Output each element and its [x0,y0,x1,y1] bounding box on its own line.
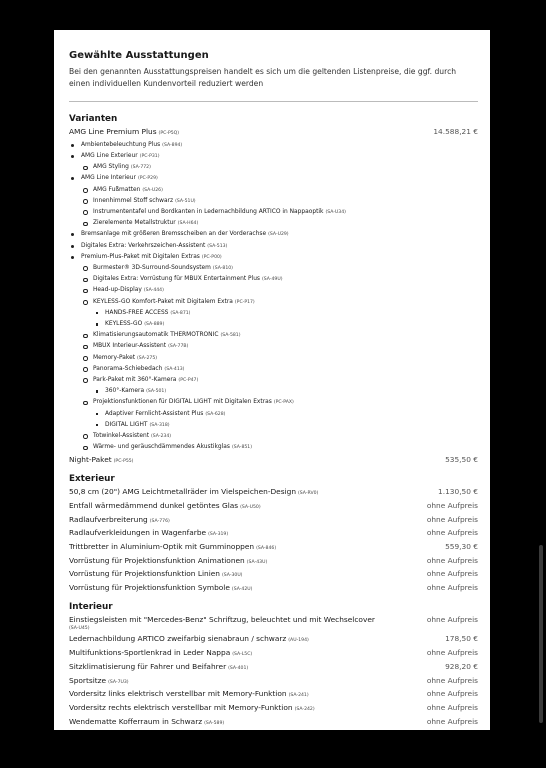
list-item: HANDS-FREE ACCESS (SA-871) [93,308,478,319]
list-item: KEYLESS-GO (SA-889) [93,319,478,330]
list-item: KEYLESS-GO Komfort-Paket mit Digitalem Extra (PC-P17) HANDS-FREE ACCESS (SA-871) KEYLESS-GO (SA-889) [81,297,478,331]
option-name: Multifunktions-Sportlenkrad in Leder Nappa [69,648,231,658]
option-price: ohne Aufpreis [426,514,478,524]
list-item: Totwinkel-Assistent (SA-234) [81,431,478,442]
list-item: AMG Styling (SA-772) [81,162,478,173]
option-name: Ledernachbildung ARTICO zweifarbig sienabraun / schwarz [69,634,287,644]
option-code: (SA-RV0) [298,491,319,497]
list-item: Adaptiver Fernlicht-Assistent Plus (SA-628) [93,409,478,420]
variant-price: 535,50 € [445,455,478,465]
price-note: Bei den genannten Ausstattungspreisen handelt es sich um die geltenden Listenpreise, die ggf. durch einen individuellen Kundenvorteil reduziert werden [69,67,457,88]
list-item: Innenhimmel Stoff schwarz (SA-51U) [81,196,478,207]
option-price: 928,20 € [445,661,478,671]
option-row [69,486,478,500]
option-row [69,568,478,582]
variant-name: AMG Line Premium Plus [69,127,157,136]
variant-contents-list [69,140,478,454]
option-row [69,647,478,661]
list-item: Klimatisierungsautomatik THERMOTRONIC (SA-581) [81,330,478,341]
list-item: 360°-Kamera (SA-501) [93,386,478,397]
list-item: AMG Line Interieur (PC-P29) AMG Fußmatten (SA-U26) Innenhimmel Stoff schwarz (SA-51U) Instrumententafel und Bordkanten in Ledernachbildung ARTICO in Nappaoptik (SA-U34) Zierelemente Metallstruktur (SA-H64) [69,173,478,229]
option-code: (SA-776) [149,518,170,524]
option-code: (SA-7U3) [108,679,129,685]
list-item: Projektionsfunktionen für DIGITAL LIGHT mit Digitalen Extras (PC-PAX) Adaptiver Fernlicht-Assistent Plus (SA-628) DIGITAL LIGHT (SA-318) [81,397,478,431]
variant-name: Night-Paket [69,455,112,465]
option-name: Einstiegsleisten mit "Mercedes-Benz" Schriftzug, beleuchtet und mit Wechselcover [69,614,375,624]
option-code: (SA-589) [204,720,225,726]
option-row [69,582,478,596]
option-row [69,514,478,528]
equipment-page [54,30,490,730]
list-item: Digitales Extra: Verkehrszeichen-Assistent (SA-513) [69,241,478,252]
sub-sub-list [93,409,478,431]
option-price: ohne Aufpreis [426,648,478,658]
list-item: Premium-Plus-Paket mit Digitalen Extras (PC-P00) Burmester® 3D-Surround-Soundsystem (SA-810) Digitales Extra: Vorrüstung für MBUX Entertainment Plus (SA-49U) Head-up-Display (SA-444) KEYLESS-GO Komfort-Paket mit Digitalem Extra (PC-P17) HANDS-FREE ACCESS (SA-871) KEYLESS-GO (SA-889) Klimatisierungsautomatik THERMOTRONIC (SA-581) MBUX Interieur-Assistent (SA-77B) Memory-Paket (SA-275) Panorama-Schiebedach (SA-413) Park-Paket mit 360°-Kamera (PC-P47) 360°-Kamera (SA-501) Projektionsfunktionen für DIGITAL LIGHT mit Digitalen Extras (PC-PAX) Adaptiver Fernlicht-Assistent Plus (SA-628) DIGITAL LIGHT (SA-318) Totwinkel-Assistent (SA-234) Wärme- und geräuschdämmendes Akustikglas (SA-851) [69,252,478,454]
option-row [69,614,478,626]
option-price: ohne Aufpreis [426,675,478,685]
option-code: (AU-194) [288,638,309,644]
option-price: 178,50 € [445,634,478,644]
option-name: Sportsitze [69,675,107,685]
page-title: Gewählte Ausstattungen [69,50,209,61]
option-row [69,688,478,702]
sub-sub-list [93,386,478,397]
sub-sub-list [93,308,478,330]
list-item: AMG Fußmatten (SA-U26) [81,185,478,196]
option-name: Entfall wärmedämmend dunkel getöntes Glas [69,500,239,510]
sub-list [81,185,478,230]
variant-row [69,454,478,468]
option-code: (PC-P5Q) [158,131,180,136]
list-item: Panorama-Schiebedach (SA-413) [81,364,478,375]
option-code: (SA-846) [256,545,277,551]
option-row [69,702,478,716]
option-code: (SA-319) [208,532,229,538]
list-item: Wärme- und geräuschdämmendes Akustikglas (SA-851) [81,442,478,453]
option-row [69,527,478,541]
option-code: (SA-242) [294,706,315,712]
option-name: Vordersitz rechts elektrisch verstellbar mit Memory-Funktion [69,702,293,712]
option-name: Vordersitz links elektrisch verstellbar mit Memory-Funktion [69,689,287,699]
option-price: ohne Aufpreis [426,555,478,565]
exterieur-list [69,486,478,596]
option-name: Radlaufverkleidungen in Wagenfarbe [69,528,207,538]
list-item: Burmester® 3D-Surround-Soundsystem (SA-810) [81,263,478,274]
option-code: (SA-241) [288,693,309,699]
option-price: ohne Aufpreis [426,528,478,538]
list-item: Digitales Extra: Vorrüstung für MBUX Entertainment Plus (SA-49U) [81,274,478,285]
list-item: Instrumententafel und Bordkanten in Ledernachbildung ARTICO in Nappaoptik (SA-U34) [81,207,478,218]
option-code: (SA-42U) [231,587,253,593]
option-code: (SA-43U) [246,559,268,565]
option-code: (SA-401) [228,665,249,671]
option-code: (SA-U45) [69,626,90,632]
option-price: ohne Aufpreis [426,689,478,699]
list-item: AMG Line Exterieur (PC-P31) AMG Styling (SA-772) [69,151,478,173]
option-price: ohne Aufpreis [426,569,478,579]
option-row [69,716,478,730]
section-heading-varianten: Varianten [69,114,118,124]
option-price: ohne Aufpreis [426,500,478,510]
option-price: ohne Aufpreis [426,583,478,593]
option-row [69,500,478,514]
list-item: Park-Paket mit 360°-Kamera (PC-P47) 360°-Kamera (SA-501) [81,375,478,397]
variant-price: 14.588,21 € [433,127,478,136]
option-name: Wendematte Kofferraum in Schwarz [69,716,203,726]
option-price: ohne Aufpreis [426,716,478,726]
list-item: DIGITAL LIGHT (SA-318) [93,420,478,431]
option-name: Vorrüstung für Projektionsfunktion Linien [69,569,220,579]
option-price: ohne Aufpreis [426,702,478,712]
option-price: 1.130,50 € [438,487,478,497]
option-name: 50,8 cm (20") AMG Leichtmetallräder im Vielspeichen-Design [69,487,297,497]
sub-list [81,162,478,173]
option-row [69,675,478,689]
option-name: Vorrüstung für Projektionsfunktion Symbole [69,583,230,593]
option-name: Vorrüstung für Projektionsfunktion Animationen [69,555,245,565]
option-code: (SA-L5C) [232,652,253,658]
option-name: Sitzklimatisierung für Fahrer und Beifahrer [69,661,227,671]
option-name: Trittbretter in Aluminium-Optik mit Gumminoppen [69,541,255,551]
option-price: 559,30 € [445,541,478,551]
option-row [69,633,478,647]
divider [69,101,478,102]
option-name: Radlaufverbreiterung [69,514,148,524]
option-code: (PC-P55) [113,459,134,465]
option-code: (SA-30U) [221,573,243,579]
option-row [69,661,478,675]
interieur-list [69,614,478,730]
option-row [69,555,478,569]
section-heading-interieur: Interieur [69,601,113,612]
list-item: MBUX Interieur-Assistent (SA-77B) [81,341,478,352]
variant-row [69,126,478,140]
option-row [69,541,478,555]
scrollbar-thumb[interactable] [539,545,543,723]
list-item: Bremsanlage mit größeren Bremsscheiben an der Vorderachse (SA-U29) [69,229,478,240]
option-price: ohne Aufpreis [426,614,478,624]
list-item: Memory-Paket (SA-275) [81,353,478,364]
list-item: Head-up-Display (SA-444) [81,285,478,296]
sub-list [81,263,478,453]
option-code: (SA-U50) [240,504,261,510]
section-heading-exterieur: Exterieur [69,474,115,485]
list-item: Ambientebeleuchtung Plus (SA-894) [69,140,478,151]
list-item: Zierelemente Metallstruktur (SA-H64) [81,218,478,229]
